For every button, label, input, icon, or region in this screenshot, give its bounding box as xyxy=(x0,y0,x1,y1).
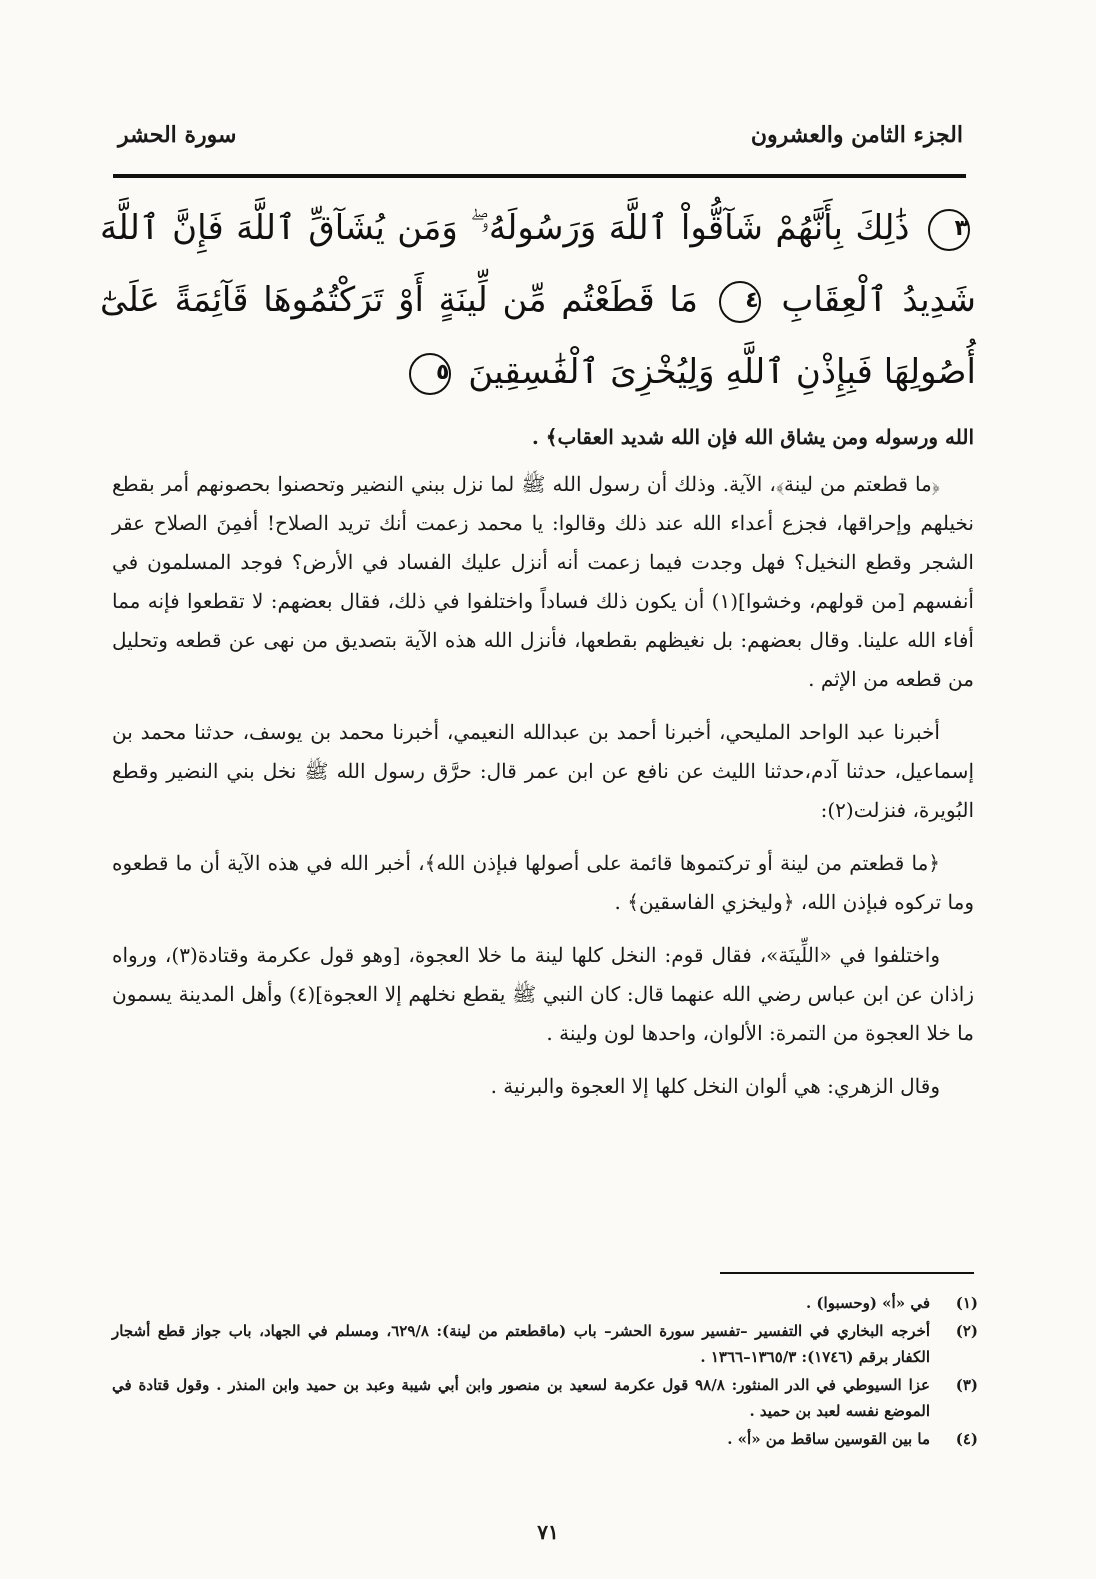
footnote-number: (٢) xyxy=(955,1322,978,1340)
header-rule xyxy=(113,174,966,178)
paragraph-verse-explanation: ﴿ما قطعتم من لينة أو تركتموها قائمة على أصولها فبإذن الله﴾، أخبر الله في هذه الآية أن ما قطعوه وما تركوه فبإذن الله، ﴿وليخزي الفاسقين﴾ . xyxy=(112,851,974,914)
verse-4-text: ذَٰلِكَ بِأَنَّهُمْ شَآقُّواْ ٱللَّهَ وَرَسُولَهُۥ ۖ وَمَن يُشَآقِّ ٱللَّهَ فَإِنَّ ٱللَّهَ شَدِيدُ ٱلْعِقَابِ xyxy=(100,208,977,320)
page-number: ٧١ xyxy=(537,1520,559,1544)
footnote xyxy=(112,1372,978,1424)
footnote-number: (١) xyxy=(955,1294,978,1312)
quran-verses xyxy=(100,192,976,408)
commentary-body xyxy=(112,418,974,1120)
juz-title: الجزء الثامن والعشرون xyxy=(750,122,963,148)
paragraph-verse-continuation: الله ورسوله ومن يشاق الله فإن الله شديد العقاب﴾ . xyxy=(531,425,974,449)
footnote-number: (٤) xyxy=(955,1430,978,1448)
footnote-text: ما بين القوسين ساقط من «أ» . xyxy=(727,1430,930,1448)
footnote-text: عزا السيوطي في الدر المنثور: ٩٨/٨ قول عكرمة لسعيد بن منصور وابن أبي شيبة وعبد بن حميد وابن المنذر . وقول قتادة في الموضع نفسه لعبد بن حميد . xyxy=(112,1376,930,1420)
ayah-number-3: ٣ xyxy=(928,209,970,251)
paragraph-occasion: ﴿ما قطعتم من لينة﴾، الآية. وذلك أن رسول الله ﷺ لما نزل ببني النضير وتحصنوا بحصونهم أمر بقطع نخيلهم وإحراقها، فجزع أعداء الله عند ذلك وقالوا: يا محمد زعمت أنك تريد الصلاح! أفمِنَ الصلاح عقر الشجر وقطع النخيل؟ فهل وجدت فيما زعمت أنه أنزل عليك الفساد في الأرض؟ فوجد المسلمون في أنفسهم [من قولهم، وخشوا](١) أن يكون ذلك فساداً واختلفوا في ذلك، فقال بعضهم: لا تقطعوا فإنه مما أفاء الله علينا. وقال بعضهم: بل نغيظهم بقطعها، فأنزل الله هذه الآية بتصديق من نهى عن قطعه وتحليل من قطعه من الإثم . xyxy=(112,472,974,691)
footnote-rule xyxy=(720,1272,974,1274)
footnote-number: (٣) xyxy=(955,1376,978,1394)
verse-5-text: مَا قَطَعْتُم مِّن لِّينَةٍ أَوْ تَرَكْتُمُوهَا قَآئِمَةً عَلَىٰٓ أُصُولِهَا فَبِإِذْنِ ٱللَّهِ وَلِيُخْزِىَ ٱلْفَٰسِقِينَ xyxy=(100,280,976,392)
footnote-text: في «أ» (وحسبوا) . xyxy=(805,1294,930,1312)
footnotes xyxy=(112,1290,978,1454)
ayah-number-4: ٤ xyxy=(719,281,761,323)
footnote xyxy=(112,1290,978,1316)
paragraph-zuhri: وقال الزهري: هي ألوان النخل كلها إلا العجوة والبرنية . xyxy=(490,1074,940,1098)
paragraph-lina-meaning: واختلفوا في «اللِّينَة»، فقال قوم: النخل كلها لينة ما خلا العجوة، [وهو قول عكرمة وقتادة(٣)، ورواه زاذان عن ابن عباس رضي الله عنهما قال: كان النبي ﷺ يقطع نخلهم إلا العجوة](٤) وأهل المدينة يسمون ما خلا العجوة من التمرة: الألوان، واحدها لون ولينة . xyxy=(112,943,974,1045)
footnote xyxy=(112,1426,978,1452)
running-header xyxy=(118,118,963,158)
ayah-number-5: ٥ xyxy=(409,353,451,395)
footnote-text: أخرجه البخاري في التفسير –تفسير سورة الحشر– باب (ماقطعتم من لينة): ٦٢٩/٨، ومسلم في الجهاد، باب جواز قطع أشجار الكفار برقم (١٧٤٦): ١٣٦٥/٣–١٣٦٦ . xyxy=(112,1322,931,1366)
paragraph-isnad: أخبرنا عبد الواحد المليحي، أخبرنا أحمد بن عبدالله النعيمي، أخبرنا محمد بن يوسف، حدثنا محمد بن إسماعيل، حدثنا آدم،حدثنا الليث عن نافع عن ابن عمر قال: حرَّق رسول الله ﷺ نخل بني النضير وقطع البُويرة، فنزلت(٢): xyxy=(112,720,974,822)
footnote xyxy=(112,1318,978,1370)
surah-title: سورة الحشر xyxy=(118,122,237,148)
